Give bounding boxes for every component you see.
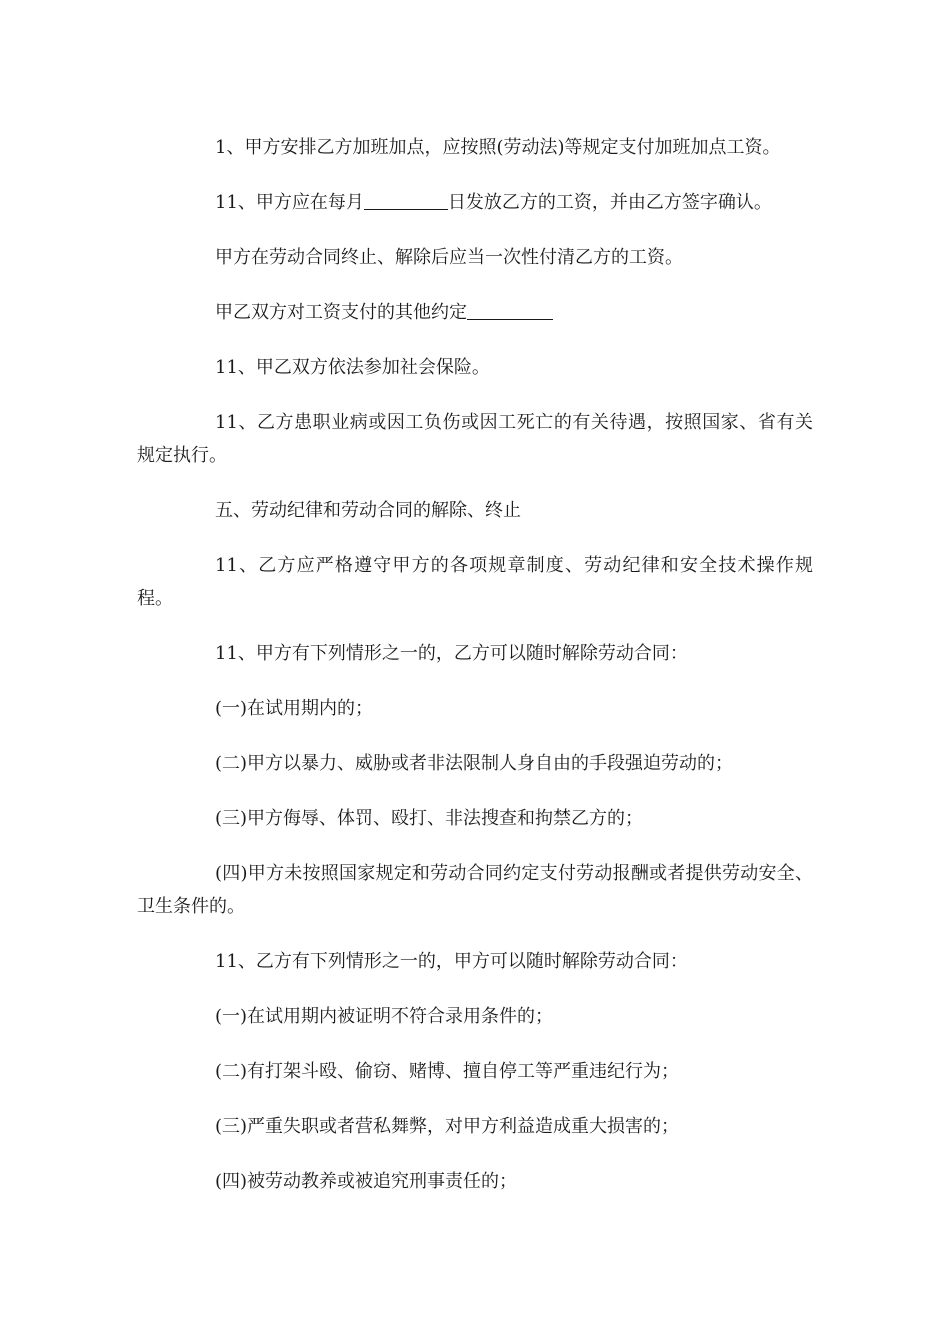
- paragraph-other-agreement: [137, 296, 813, 329]
- pay-date-text-after: 日发放乙方的工资，并由乙方签字确认。: [447, 192, 772, 213]
- paragraph-employer-termination: 11、乙方有下列情形之一的，甲方可以随时解除劳动合同：: [215, 951, 688, 972]
- paragraph-social-insurance: 11、甲乙双方依法参加社会保险。: [215, 357, 490, 378]
- other-agreement-text: 甲乙双方对工资支付的其他约定: [215, 302, 467, 323]
- paragraph-rules-compliance: 11、乙方应严格遵守甲方的各项规章制度、劳动纪律和安全技术操作规程。: [137, 555, 813, 609]
- section-heading-discipline: 五、劳动纪律和劳动合同的解除、终止: [215, 500, 521, 521]
- other-agreement-blank: [467, 301, 553, 320]
- pay-date-text-before: 11、甲方应在每月: [215, 192, 364, 213]
- list-item-employer-3: (三)严重失职或者营私舞弊，对甲方利益造成重大损害的；: [215, 1116, 680, 1137]
- paragraph-final-settlement: 甲方在劳动合同终止、解除后应当一次性付清乙方的工资。: [215, 247, 683, 268]
- list-item-employer-2: (二)有打架斗殴、偷窃、赌博、擅自停工等严重违纪行为；: [215, 1061, 680, 1082]
- document-body: [137, 131, 813, 1220]
- list-item-employee-2: (二)甲方以暴力、威胁或者非法限制人身自由的手段强迫劳动的；: [215, 753, 734, 774]
- paragraph-pay-date: [137, 186, 813, 219]
- list-item-employee-1: (一)在试用期内的；: [215, 698, 374, 719]
- list-item-employee-4: (四)甲方未按照国家规定和劳动合同约定支付劳动报酬或者提供劳动安全、卫生条件的。: [137, 863, 813, 917]
- paragraph-injury-benefits: 11、乙方患职业病或因工负伤或因工死亡的有关待遇，按照国家、省有关规定执行。: [137, 412, 813, 466]
- pay-date-blank: [364, 191, 448, 210]
- paragraph-overtime-pay: 1、甲方安排乙方加班加点，应按照(劳动法)等规定支付加班加点工资。: [215, 137, 781, 158]
- list-item-employer-4: (四)被劳动教养或被追究刑事责任的；: [215, 1171, 518, 1192]
- list-item-employer-1: (一)在试用期内被证明不符合录用条件的；: [215, 1006, 554, 1027]
- list-item-employee-3: (三)甲方侮辱、体罚、殴打、非法搜查和拘禁乙方的；: [215, 808, 644, 829]
- paragraph-employee-termination: 11、甲方有下列情形之一的，乙方可以随时解除劳动合同：: [215, 643, 688, 664]
